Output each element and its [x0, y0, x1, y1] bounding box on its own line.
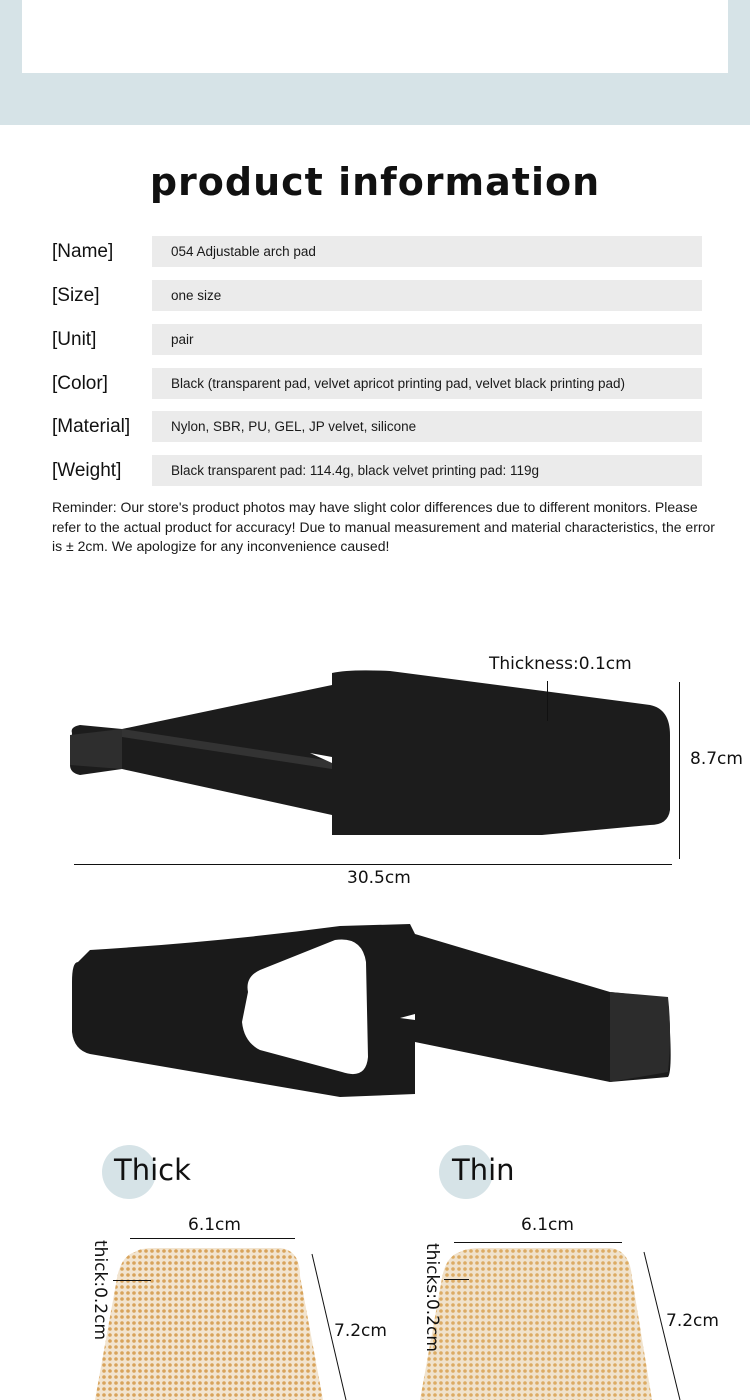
thin-label: Thin [452, 1153, 515, 1187]
thin-thickness-pointer [444, 1279, 469, 1280]
thickness-label: Thickness:0.1cm [489, 654, 632, 674]
info-label: [Name] [52, 241, 114, 262]
thick-length-label: 7.2cm [334, 1321, 387, 1341]
thin-thickness-label: thicks:0.2cm [422, 1243, 442, 1352]
info-row-unit [52, 324, 702, 355]
info-value: one size [152, 280, 702, 311]
info-value: 054 Adjustable arch pad [152, 236, 702, 267]
info-row-material [52, 411, 702, 442]
thick-thickness-label: thick:0.2cm [90, 1240, 110, 1341]
info-value: pair [152, 324, 702, 355]
thin-width-line [454, 1242, 622, 1243]
length-label: 30.5cm [347, 868, 411, 888]
top-banner-card [22, 0, 728, 73]
info-label: [Unit] [52, 329, 97, 350]
thin-pad-image [420, 1248, 670, 1400]
thick-label: Thick [114, 1153, 191, 1187]
info-value: Nylon, SBR, PU, GEL, JP velvet, silicone [152, 411, 702, 442]
strap-image-back [70, 922, 675, 1102]
info-value: Black transparent pad: 114.4g, black velvet printing pad: 119g [152, 455, 702, 486]
info-label: [Material] [52, 416, 131, 437]
thin-length-label: 7.2cm [666, 1311, 719, 1331]
info-row-name [52, 236, 702, 267]
info-row-weight [52, 455, 702, 486]
info-row-color [52, 368, 702, 399]
thickness-pointer-line [547, 681, 548, 721]
height-dimension-line [679, 682, 680, 859]
thick-width-line [130, 1238, 295, 1239]
info-label: [Size] [52, 285, 100, 306]
reminder-note: Reminder: Our store's product photos may have slight color differences due to different monitors. Please refer to the actual product for accuracy! Due to manual measurement and material characteristics, the error is ± 2cm. We apologize for any inconvenience caused! [52, 499, 715, 554]
thick-width-label: 6.1cm [188, 1215, 241, 1235]
info-row-size [52, 280, 702, 311]
strap-image-front [60, 665, 680, 835]
thick-thickness-pointer [113, 1280, 151, 1281]
info-label: [Color] [52, 373, 108, 394]
height-label: 8.7cm [690, 749, 743, 769]
page-title: product information [149, 160, 601, 204]
thick-pad-image [95, 1248, 340, 1400]
length-dimension-line [74, 864, 672, 865]
info-label: [Weight] [52, 460, 122, 481]
info-value: Black (transparent pad, velvet apricot printing pad, velvet black printing pad) [152, 368, 702, 399]
thin-width-label: 6.1cm [521, 1215, 574, 1235]
